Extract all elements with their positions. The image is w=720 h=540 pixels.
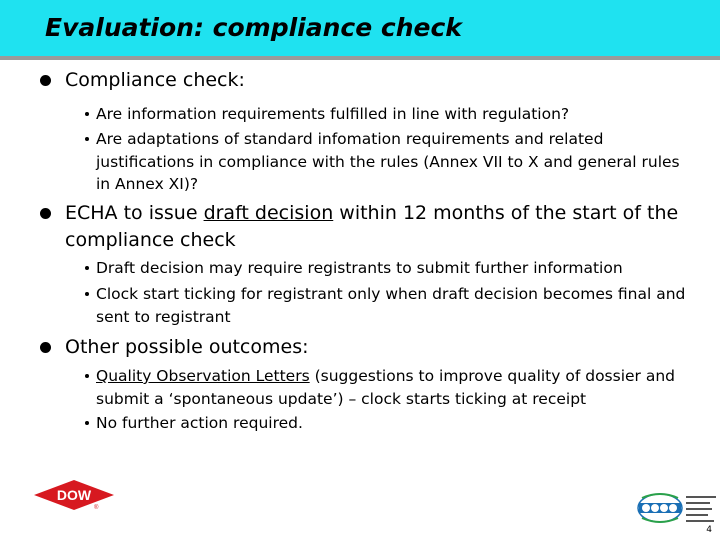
sub-bullet-text: Draft decision may require registrants to submit further information (96, 259, 623, 277)
page-number: 4 (706, 525, 712, 535)
dow-wordmark: DOW (56, 487, 92, 503)
bullet-dot (40, 208, 51, 219)
title-bar (0, 0, 720, 60)
globe-icon (638, 494, 682, 522)
quality-observation-rest: (suggestions to improve quality of dossier and submit a ‘spontaneous update’) – clock starts ticking at receipt (96, 367, 676, 408)
sub-bullet-text (96, 365, 696, 410)
sub-bullet-text: No further action required. (96, 414, 303, 432)
dow-logo (30, 478, 118, 514)
sub-bullet-dot (85, 137, 89, 141)
dow-registered-mark: ® (94, 505, 99, 511)
sub-bullet-dot (85, 374, 89, 378)
sub-bullet-dot (85, 421, 89, 425)
icca-text-lines (686, 496, 716, 522)
draft-decision-link-text: draft decision (203, 202, 334, 224)
bullet-dot (40, 75, 51, 86)
bullet-dot (40, 342, 51, 353)
bullet-text (65, 200, 705, 254)
sub-bullet-dot (85, 266, 89, 270)
bullet-text: Compliance check: (65, 69, 245, 91)
heading-pre: ECHA to issue (65, 202, 204, 224)
slide-title: Evaluation: compliance check (45, 13, 462, 42)
sub-bullet-text: Are adaptations of standard infomation requirements and related justifications in compliance with the rules (Annex VII to X and general rules in Annex XI)? (96, 130, 680, 193)
sub-bullet-text: Are information requirements fulfilled in line with regulation? (96, 105, 570, 123)
heading-post: within 12 months of the start of the compliance check (65, 202, 679, 251)
bullet-text: Other possible outcomes: (65, 336, 309, 358)
sub-bullet-text: Clock start ticking for registrant only when draft decision becomes final and sent to registrant (96, 285, 686, 326)
sub-bullet-dot (85, 292, 89, 296)
sub-bullet-dot (85, 112, 89, 116)
quality-observation-letters-text: Quality Observation Letters (96, 367, 310, 385)
icca-logo (636, 492, 720, 528)
